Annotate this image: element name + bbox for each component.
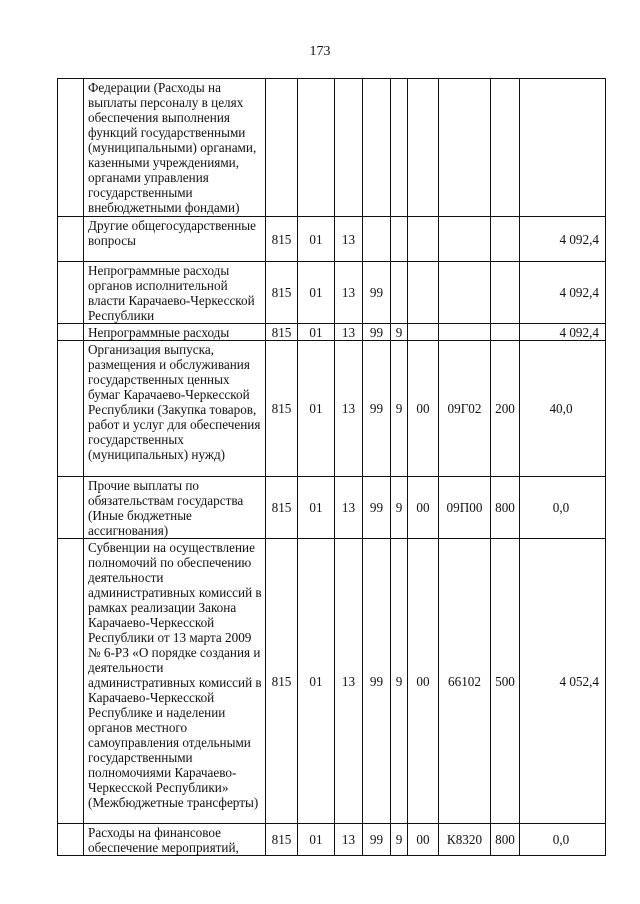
rz-cell: 01 bbox=[298, 217, 335, 262]
row-number-cell bbox=[58, 539, 84, 824]
cs3-cell bbox=[408, 79, 439, 217]
rz-cell: 01 bbox=[298, 262, 335, 324]
sum-cell: 4 092,4 bbox=[520, 262, 606, 324]
sum-cell bbox=[520, 79, 606, 217]
rz-cell: 01 bbox=[298, 539, 335, 824]
row-name: Другие общегосударственные вопросы bbox=[84, 217, 266, 262]
cs4-cell bbox=[439, 262, 491, 324]
ved-cell: 815 bbox=[266, 824, 298, 856]
cs4-cell: 66102 bbox=[439, 539, 491, 824]
cs3-cell bbox=[408, 324, 439, 341]
table-row bbox=[58, 324, 606, 341]
row-name: Субвенции на осуществление полномочий по обеспечению деятельности административных комиссий в рамках реализации Закона Карачаево-Черкесской Республики от 13 марта 2009 № 6-РЗ «О порядке создания и деятельности административных комиссий в Карачаево-Черкесской Республике и наделении органов местного самоуправления отдельными государственными полномочиями Карачаево-Черкесской Республики» (Межбюджетные трансферты) bbox=[84, 539, 266, 824]
cs3-cell: 00 bbox=[408, 539, 439, 824]
table-row bbox=[58, 262, 606, 324]
pr-cell: 13 bbox=[335, 539, 363, 824]
cs1-cell: 99 bbox=[363, 262, 391, 324]
vr-cell bbox=[491, 324, 520, 341]
cs1-cell: 99 bbox=[363, 477, 391, 539]
cs1-cell bbox=[363, 79, 391, 217]
row-name: Организация выпуска, размещения и обслуживания государственных ценных бумаг Карачаево-Черкесской Республики (Закупка товаров, работ и услуг для обеспечения государственных (муниципальных) нужд) bbox=[84, 341, 266, 477]
row-name: Прочие выплаты по обязательствам государства (Иные бюджетные ассигнования) bbox=[84, 477, 266, 539]
vr-cell: 800 bbox=[491, 824, 520, 856]
cs4-cell: 09Г02 bbox=[439, 341, 491, 477]
cs4-cell: К8320 bbox=[439, 824, 491, 856]
cs2-cell: 9 bbox=[391, 824, 408, 856]
table-row bbox=[58, 217, 606, 262]
cs1-cell: 99 bbox=[363, 539, 391, 824]
table-row bbox=[58, 539, 606, 824]
pr-cell: 13 bbox=[335, 824, 363, 856]
sum-cell: 0,0 bbox=[520, 477, 606, 539]
row-name: Федерации (Расходы на выплаты персоналу в целях обеспечения выполнения функций государственными (муниципальными) органами, казенными учреждениями, органами управления государственными внебюджетными фондами) bbox=[84, 79, 266, 217]
rz-cell bbox=[298, 79, 335, 217]
rz-cell: 01 bbox=[298, 824, 335, 856]
cs2-cell: 9 bbox=[391, 341, 408, 477]
ved-cell: 815 bbox=[266, 217, 298, 262]
cs4-cell bbox=[439, 79, 491, 217]
rz-cell: 01 bbox=[298, 477, 335, 539]
cs3-cell: 00 bbox=[408, 824, 439, 856]
cs3-cell: 00 bbox=[408, 477, 439, 539]
cs1-cell bbox=[363, 217, 391, 262]
row-number-cell bbox=[58, 217, 84, 262]
sum-cell: 0,0 bbox=[520, 824, 606, 856]
vr-cell bbox=[491, 79, 520, 217]
row-name: Расходы на финансовое обеспечение мероприятий, bbox=[84, 824, 266, 856]
sum-cell: 4 092,4 bbox=[520, 324, 606, 341]
row-number-cell bbox=[58, 79, 84, 217]
ved-cell: 815 bbox=[266, 539, 298, 824]
cs1-cell: 99 bbox=[363, 341, 391, 477]
ved-cell: 815 bbox=[266, 262, 298, 324]
cs4-cell bbox=[439, 324, 491, 341]
rz-cell: 01 bbox=[298, 324, 335, 341]
pr-cell: 13 bbox=[335, 262, 363, 324]
page-number: 173 bbox=[309, 44, 331, 59]
cs2-cell: 9 bbox=[391, 324, 408, 341]
cs3-cell bbox=[408, 217, 439, 262]
sum-cell: 4 052,4 bbox=[520, 539, 606, 824]
sum-cell: 4 092,4 bbox=[520, 217, 606, 262]
table-row bbox=[58, 79, 606, 217]
vr-cell bbox=[491, 262, 520, 324]
pr-cell: 13 bbox=[335, 217, 363, 262]
sum-cell: 40,0 bbox=[520, 341, 606, 477]
table-row bbox=[58, 477, 606, 539]
cs3-cell bbox=[408, 262, 439, 324]
cs2-cell bbox=[391, 262, 408, 324]
cs4-cell bbox=[439, 217, 491, 262]
ved-cell: 815 bbox=[266, 477, 298, 539]
cs2-cell bbox=[391, 79, 408, 217]
cs3-cell: 00 bbox=[408, 341, 439, 477]
pr-cell: 13 bbox=[335, 477, 363, 539]
cs1-cell: 99 bbox=[363, 824, 391, 856]
table-row bbox=[58, 824, 606, 856]
pr-cell: 13 bbox=[335, 324, 363, 341]
row-name: Непрограммные расходы органов исполнительной власти Карачаево-Черкесской Республики bbox=[84, 262, 266, 324]
cs4-cell: 09П00 bbox=[439, 477, 491, 539]
cs2-cell: 9 bbox=[391, 477, 408, 539]
row-number-cell bbox=[58, 477, 84, 539]
row-number-cell bbox=[58, 262, 84, 324]
vr-cell: 200 bbox=[491, 341, 520, 477]
pr-cell: 13 bbox=[335, 341, 363, 477]
cs2-cell: 9 bbox=[391, 539, 408, 824]
table-row bbox=[58, 341, 606, 477]
row-number-cell bbox=[58, 824, 84, 856]
vr-cell bbox=[491, 217, 520, 262]
ved-cell: 815 bbox=[266, 341, 298, 477]
row-number-cell bbox=[58, 341, 84, 477]
rz-cell: 01 bbox=[298, 341, 335, 477]
row-number-cell bbox=[58, 324, 84, 341]
cs1-cell: 99 bbox=[363, 324, 391, 341]
budget-table bbox=[57, 78, 606, 856]
row-name: Непрограммные расходы bbox=[84, 324, 266, 341]
vr-cell: 500 bbox=[491, 539, 520, 824]
cs2-cell bbox=[391, 217, 408, 262]
ved-cell bbox=[266, 79, 298, 217]
vr-cell: 800 bbox=[491, 477, 520, 539]
pr-cell bbox=[335, 79, 363, 217]
ved-cell: 815 bbox=[266, 324, 298, 341]
